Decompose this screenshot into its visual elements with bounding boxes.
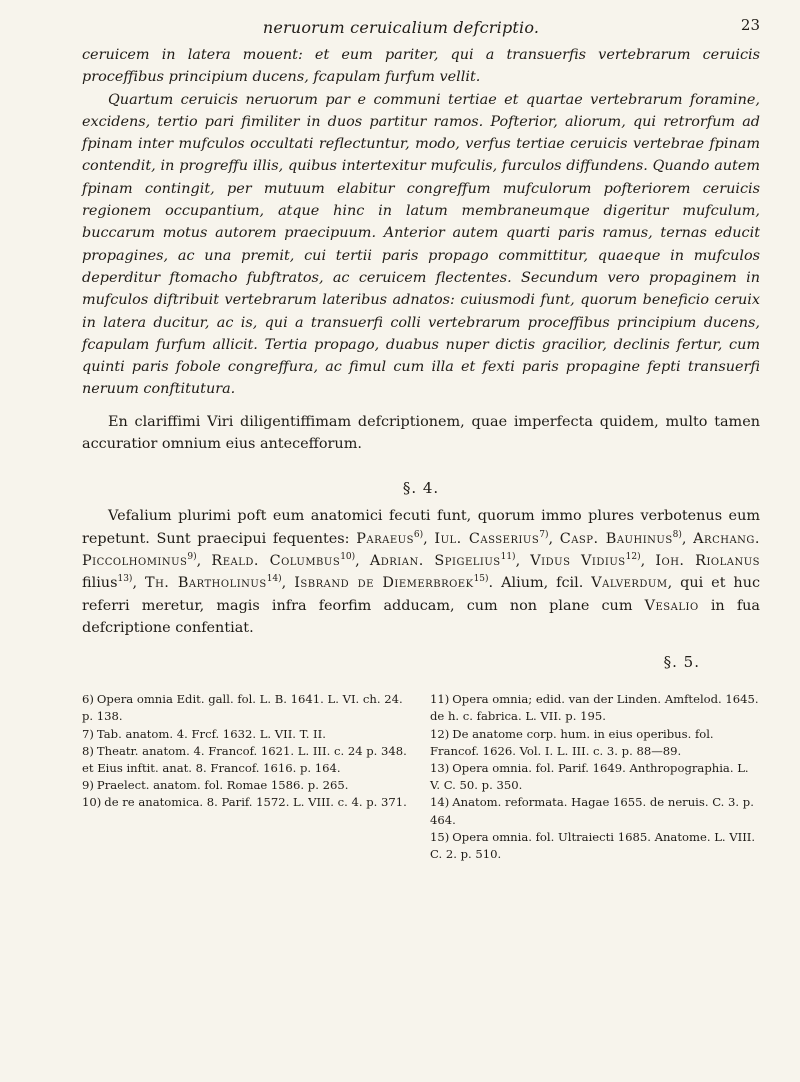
footnote-text: Opera omnia Edit. gall. fol. L. B. 1641. L. VI. ch. 24. p. 138. bbox=[82, 692, 403, 724]
paragraph-summary: En clariffimi Viri diligentiffimam defcriptionem, quae imperfecta quidem, multo tamen accuratior omnium eius antecefforum. bbox=[82, 413, 760, 453]
footnote-text: Tab. anatom. 4. Frcf. 1632. L. VII. T. II. bbox=[96, 726, 326, 741]
footnotes bbox=[82, 691, 760, 863]
section-4-text-d: in fua defcriptione confentiat. bbox=[82, 597, 760, 636]
paragraph-continued: ceruicem in latera mouent: et eum pariter, qui a transuerfis vertebrarum ceruicis proceffibus principium ducens, fcapulam furfum vellit. bbox=[82, 47, 760, 86]
footnote-ref: 6) bbox=[413, 529, 424, 540]
author-name: Vidus Vidius bbox=[530, 552, 626, 569]
author-name: Casp. Bauhinus bbox=[559, 530, 673, 547]
filius-word: filius bbox=[82, 575, 118, 592]
footnote-ref: 13) bbox=[117, 574, 133, 585]
footnote-label: 14) bbox=[430, 795, 450, 810]
footnote-ref: 12) bbox=[625, 552, 641, 563]
paragraph-section-4: Vefalium plurimi poft eum anatomici fecuti funt, quorum immo plures verbotenus eum repetunt. Sunt praecipui fequentes: Paraeus$^{6)}$, Iul. Casserius$^{7)}$, Casp. Bauhinus$^{8)}$, Archang. Piccolhominus$^{9)}$, Reald. Columbus$^{10)}$, Adrian. Spigelius$^{11)}$, Vidus Vidius$^{12)}$, Ioh. Riolanus filius$^{13)}$, Th. Bartholinus$^{14)}$, Isbrand de Diemerbroek$^{15)}$. Alium, fcil. Valverdum, qui et huc referri meretur, magis infra feorfim adducam, cum non plane cum Vesalio in fua defcriptione confentiat. bbox=[82, 508, 761, 636]
footnote-ref: 9) bbox=[187, 552, 197, 563]
footnote bbox=[82, 777, 412, 794]
footnote-ref: 8) bbox=[672, 529, 682, 540]
author-name: Archang. Piccolhominus bbox=[82, 530, 760, 569]
footnote-ref: 14) bbox=[266, 574, 282, 585]
footnote-text: De anatome corp. hum. in eius operibus. fol. Francof. 1626. Vol. I. L. III. c. 3. p. 88—89. bbox=[430, 726, 714, 758]
footnote bbox=[430, 691, 760, 725]
footnote bbox=[82, 743, 412, 777]
paragraph-quartum: Quartum ceruicis neruorum par e communi tertiae et quartae vertebrarum foramine, excidens, tertio pari fimiliter in duos partitur ramos. Pofterior, aliorum, qui retrorfum ad fpinam inter mufculos occultati reflectuntur, modo, verfus tertiae ceruicis vertebrae fpinam contendit, in progreffu illis, quibus intertexitur mufculis, furculos diffundens. Quando autem fpinam contingit, per mutuum elabitur congreffum mufculorum pofteriorem ceruicis regionem occupantium, atque hinc in latum membraneumque digeritur mufculum, buccarum motus autorem praecipuum. Anterior autem quarti paris ramus, ternas educit propagines, ac una premit, cui tertii paris propago committitur, quaeque in mufculos deperditur ftomacho fubftratos, ac ceruicem flectentes. Secundum vero propaginem in mufculos diftribuit vertebrarum lateribus adnatos: cuiusmodi funt, quorum beneficio ceruix in latera ducitur, ac is, qui a transuerfi colli vertebrarum proceffibus principium ducens, fcapulam furfum allicit. Tertia propago, duabus nuper dictis gracilior, declinis fertur, cum quinti paris fobole congreffura, ac fimul cum illa et fexti paris propagine fepti transuerfi neruum conftitutura. bbox=[82, 91, 760, 398]
author-name: Paraeus bbox=[356, 530, 414, 547]
running-title: neruorum ceruicalium defcriptio. bbox=[262, 18, 540, 37]
footnote bbox=[430, 794, 760, 828]
footnote-text: Opera omnia; edid. van der Linden. Amftelod. 1645. de h. c. fabrica. L. VII. p. 195. bbox=[430, 692, 759, 724]
footnote-label: 6) bbox=[82, 692, 94, 707]
footnote-text: de re anatomica. 8. Parif. 1572. L. VIII. c. 4. p. 371. bbox=[104, 795, 407, 810]
footnote-label: 12) bbox=[430, 726, 450, 741]
footnote bbox=[82, 794, 412, 811]
footnotes-left-column bbox=[82, 691, 412, 863]
footnote-ref: 10) bbox=[340, 552, 356, 563]
footnotes-right-column bbox=[430, 691, 760, 863]
footnote-label: 9) bbox=[82, 778, 94, 793]
section-4-text-c: , qui et huc referri meretur, magis infra feorfim adducam, cum non plane cum bbox=[82, 575, 761, 614]
page-number: 23 bbox=[740, 16, 760, 34]
author-name: Th. Bartholinus bbox=[144, 575, 267, 592]
footnote-label: 15) bbox=[430, 829, 450, 844]
author-name: Iul. Casserius bbox=[434, 530, 540, 547]
footnote-text: Opera omnia. fol. Parif. 1649. Anthropographia. L. V. C. 50. p. 350. bbox=[430, 760, 749, 793]
footnote-text: Anatom. reformata. Hagae 1655. de neruis. C. 3. p. 464. bbox=[430, 795, 754, 827]
footnote-text: Praelect. anatom. fol. Romae 1586. p. 265. bbox=[96, 778, 349, 793]
footnote-label: 13) bbox=[430, 760, 450, 775]
author-name: Reald. Columbus bbox=[211, 552, 341, 569]
footnote bbox=[430, 726, 760, 760]
author-valverdum: Valverdum bbox=[591, 575, 668, 592]
footnote-text: Theatr. anatom. 4. Francof. 1621. L. III. c. 24 p. 348. et Eius inftit. anat. 8. Francof. 1616. p. 164. bbox=[82, 743, 407, 775]
footnote-ref: 7) bbox=[539, 529, 549, 540]
footnote-ref: 15) bbox=[473, 574, 489, 585]
section-mark-5: §. 5. bbox=[663, 653, 700, 672]
running-head bbox=[82, 14, 760, 44]
author-name: Isbrand de Diemerbroek bbox=[294, 575, 474, 592]
footnote bbox=[430, 829, 760, 863]
footnote-label: 11) bbox=[430, 692, 450, 707]
footnote bbox=[82, 726, 412, 743]
footnote-ref: 11) bbox=[500, 552, 516, 563]
footnote-label: 8) bbox=[82, 743, 94, 758]
author-name: Adrian. Spigelius bbox=[369, 552, 501, 569]
footnote-label: 7) bbox=[82, 726, 94, 741]
footnote bbox=[430, 760, 760, 794]
footnote-text: Opera omnia. fol. Ultraiecti 1685. Anatome. L. VIII. C. 2. p. 510. bbox=[430, 829, 756, 861]
footnote bbox=[82, 691, 412, 725]
section-4-text-b: Alium, fcil. bbox=[501, 575, 584, 592]
section-mark-4: §. 4. bbox=[402, 479, 440, 498]
author-vesalius: Vesalio bbox=[644, 597, 699, 614]
author-name: Ioh. Riolanus bbox=[655, 552, 760, 569]
footnote-label: 10) bbox=[82, 795, 102, 810]
section-4-intro: Vefalium plurimi poft eum anatomici fecuti funt, quorum immo plures verbotenus eum repetunt. Sunt praecipui fequentes: bbox=[82, 508, 760, 547]
